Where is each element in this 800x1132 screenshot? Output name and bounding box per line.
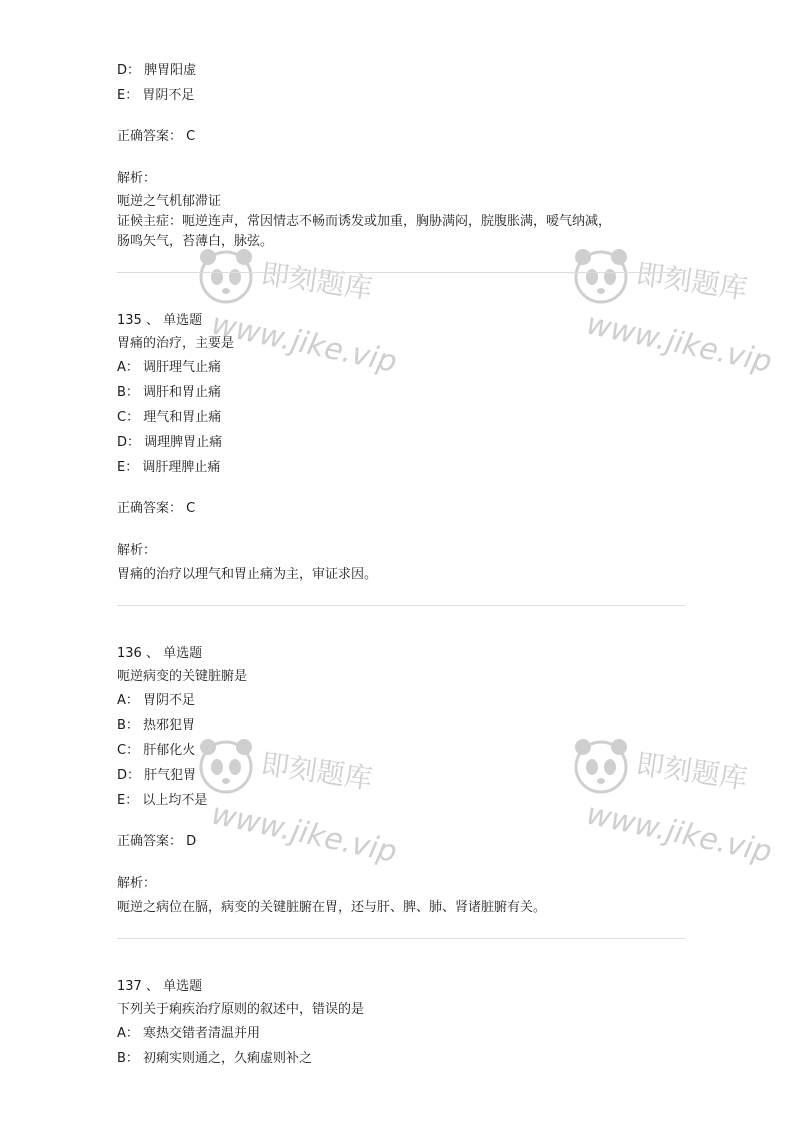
panda-logo-icon [200,249,252,302]
watermark-url: www.jike.vip [208,796,400,870]
watermark-brand: 即刻题库 [634,747,750,796]
panda-logo-icon [575,249,627,302]
watermark-brand: 即刻题库 [259,747,375,796]
q134-analysis-line: 证候主症：呃逆连声，常因情志不畅而诱发或加重，胸胁满闷，脘腹胀满，嗳气纳减， [117,214,612,229]
q136-stem: 呃逆病变的关键脏腑是 [117,669,248,684]
watermark-url: www.jike.vip [583,796,775,870]
q135-analysis: 胃痛的治疗以理气和胃止痛为主，审证求因。 [117,567,378,582]
watermark-url: www.jike.vip [583,306,775,380]
q137-stem: 下列关于痢疾治疗原则的叙述中，错误的是 [117,1002,365,1017]
q135-option-e: E： 调肝理脾止痛 [117,460,221,475]
watermark-brand: 即刻题库 [259,257,375,306]
watermark-url: www.jike.vip [208,306,400,380]
q137-option-b: B： 初痢实则通之，久痢虚则补之 [117,1051,313,1066]
q134-answer: 正确答案： C [117,129,196,144]
q134-option-d: D： 脾胃阳虚 [117,63,197,78]
q135-header: 135 、 单选题 [117,313,203,328]
q136-analysis: 呃逆之病位在膈，病变的关键脏腑在胃，还与肝、脾、肺、肾诸脏腑有关。 [117,900,547,915]
q135-option-b: B： 调肝和胃止痛 [117,385,222,400]
watermark-brand: 即刻题库 [634,257,750,306]
question-divider [117,605,685,606]
q136-option-d: D： 肝气犯胃 [117,768,197,783]
q135-stem: 胃痛的治疗，主要是 [117,336,235,351]
q134-analysis-line: 呃逆之气机郁滞证 [117,194,222,209]
q136-option-b: B： 热邪犯胃 [117,718,196,733]
q135-answer: 正确答案： C [117,501,196,516]
q135-option-c: C： 理气和胃止痛 [117,410,222,425]
q137-option-a: A： 寒热交错者清温并用 [117,1026,261,1041]
q134-option-e: E： 胃阴不足 [117,88,195,103]
q135-option-a: A： 调肝理气止痛 [117,360,222,375]
q134-analysis-label: 解析： [117,171,157,186]
watermark [190,735,420,870]
panda-logo-icon [200,739,252,792]
q136-option-e: E： 以上均不是 [117,793,208,808]
question-divider [117,938,685,939]
q136-answer: 正确答案： D [117,834,197,849]
q136-option-a: A： 胃阴不足 [117,693,196,708]
q135-analysis-label: 解析： [117,543,157,558]
q134-analysis-line: 肠鸣矢气，苔薄白，脉弦。 [117,234,274,249]
watermark [565,245,775,380]
q135-option-d: D： 调理脾胃止痛 [117,435,223,450]
q136-header: 136 、 单选题 [117,646,203,661]
q137-header: 137 、 单选题 [117,979,203,994]
panda-logo-icon [575,739,627,792]
watermark [565,735,775,870]
question-divider [117,272,685,273]
q136-option-c: C： 肝郁化火 [117,743,196,758]
q136-analysis-label: 解析： [117,876,157,891]
